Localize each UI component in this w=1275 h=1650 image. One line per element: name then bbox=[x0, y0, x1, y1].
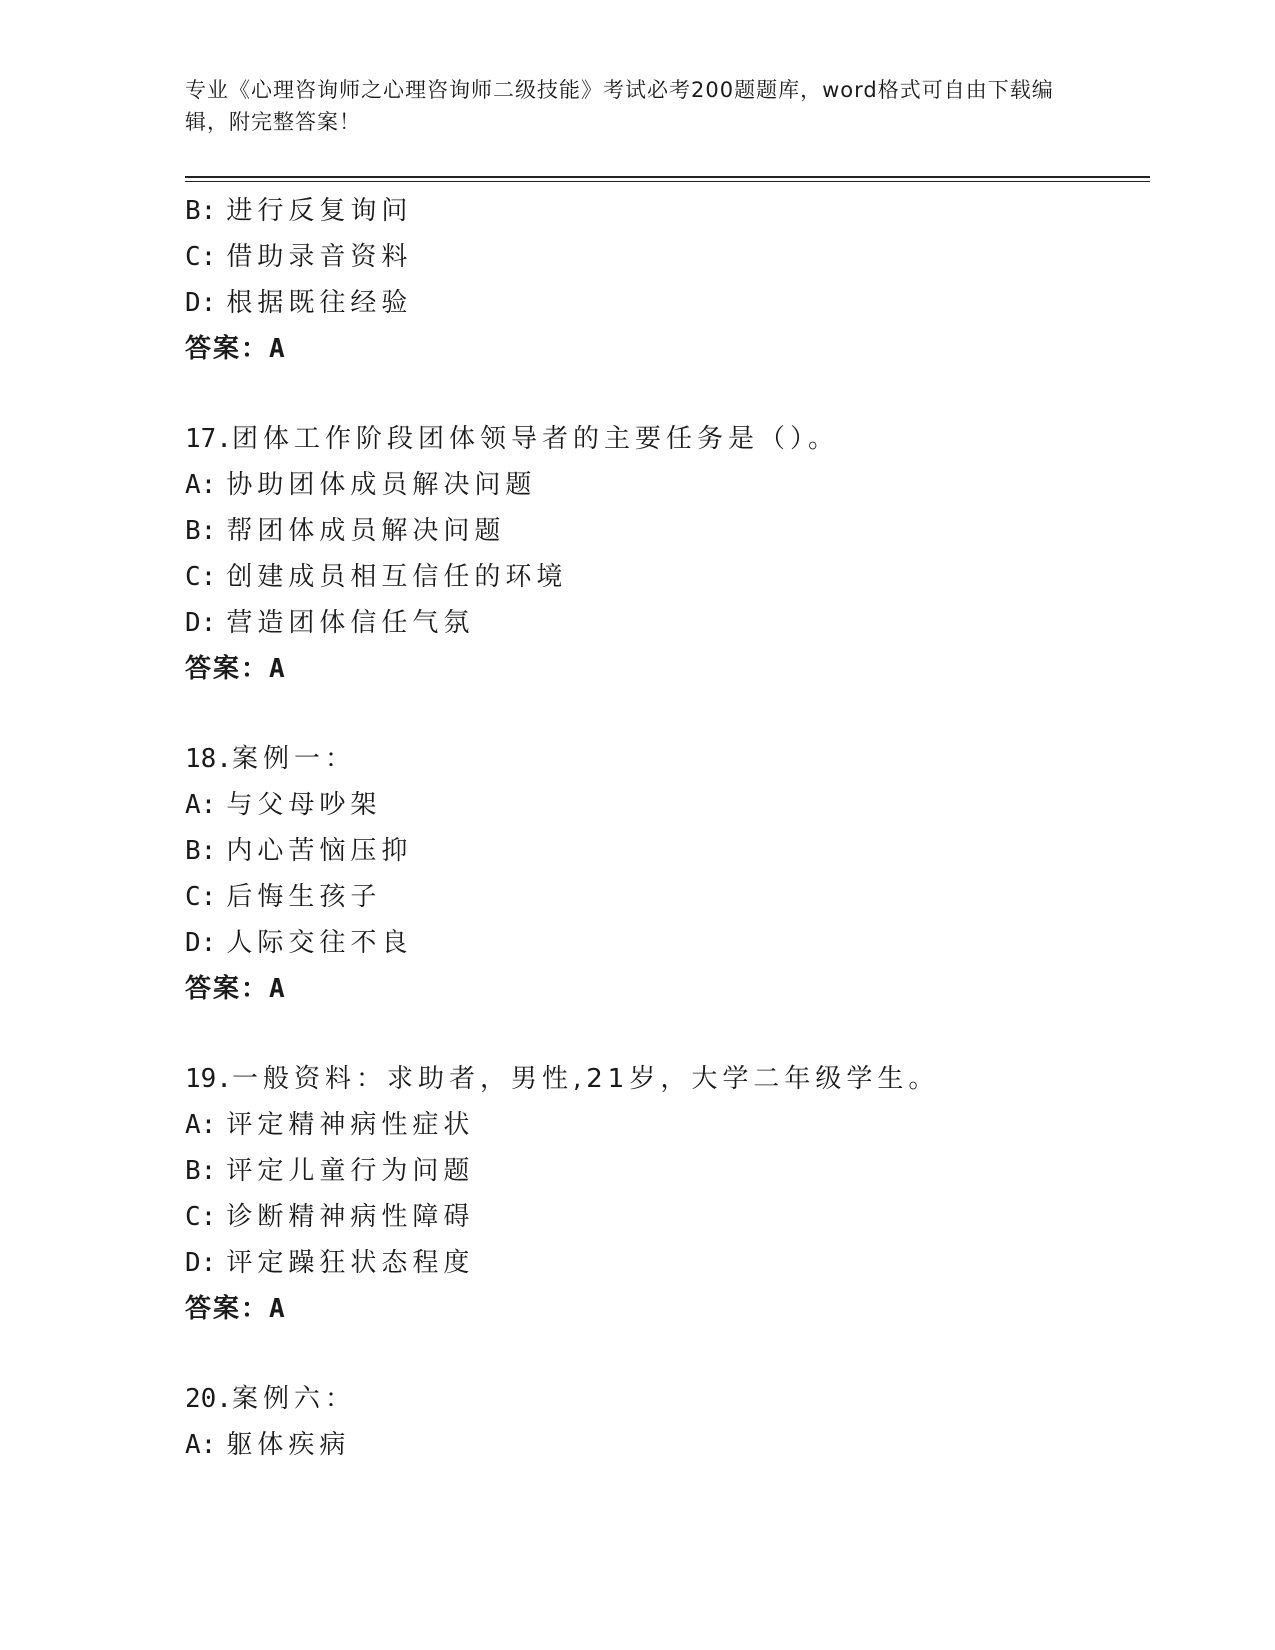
option-b: B: 帮团体成员解决问题 bbox=[185, 516, 506, 546]
question-stem: 17.团体工作阶段团体领导者的主要任务是（）。 bbox=[185, 424, 839, 454]
answer-line: 答案：A bbox=[185, 334, 287, 364]
question-18 bbox=[185, 736, 1145, 1012]
header-divider-thick bbox=[185, 176, 1150, 178]
question-stem: 20.案例六： bbox=[185, 1384, 356, 1414]
option-c: C: 创建成员相互信任的环境 bbox=[185, 562, 568, 592]
answer-line: 答案：A bbox=[185, 974, 287, 1004]
question-16-tail bbox=[185, 188, 1145, 372]
option-d: D: 根据既往经验 bbox=[185, 288, 413, 318]
question-stem: 19.一般资料：求助者，男性,21岁，大学二年级学生。 bbox=[185, 1064, 940, 1094]
option-a: A: 评定精神病性症状 bbox=[185, 1110, 475, 1140]
option-d: D: 营造团体信任气氛 bbox=[185, 608, 475, 638]
option-c: C: 后悔生孩子 bbox=[185, 882, 382, 912]
option-b: B: 进行反复询问 bbox=[185, 196, 413, 226]
option-a: A: 与父母吵架 bbox=[185, 790, 382, 820]
option-c: C: 诊断精神病性障碍 bbox=[185, 1202, 475, 1232]
answer-line: 答案：A bbox=[185, 1294, 287, 1324]
option-a: A: 躯体疾病 bbox=[185, 1430, 351, 1460]
option-d: D: 人际交往不良 bbox=[185, 928, 413, 958]
option-b: B: 内心苦恼压抑 bbox=[185, 836, 413, 866]
answer-line: 答案：A bbox=[185, 654, 287, 684]
question-19 bbox=[185, 1056, 1145, 1332]
question-stem: 18.案例一： bbox=[185, 744, 356, 774]
option-b: B: 评定儿童行为问题 bbox=[185, 1156, 475, 1186]
question-20 bbox=[185, 1376, 1145, 1468]
question-list bbox=[185, 188, 1145, 1468]
option-d: D: 评定躁狂状态程度 bbox=[185, 1248, 475, 1278]
question-17 bbox=[185, 416, 1145, 692]
header-divider-thin bbox=[185, 181, 1150, 182]
option-a: A: 协助团体成员解决问题 bbox=[185, 470, 537, 500]
option-c: C: 借助录音资料 bbox=[185, 242, 413, 272]
document-header: 专业《心理咨询师之心理咨询师二级技能》考试必考200题题库，word格式可自由下载编辑，附完整答案！ bbox=[185, 78, 1054, 134]
